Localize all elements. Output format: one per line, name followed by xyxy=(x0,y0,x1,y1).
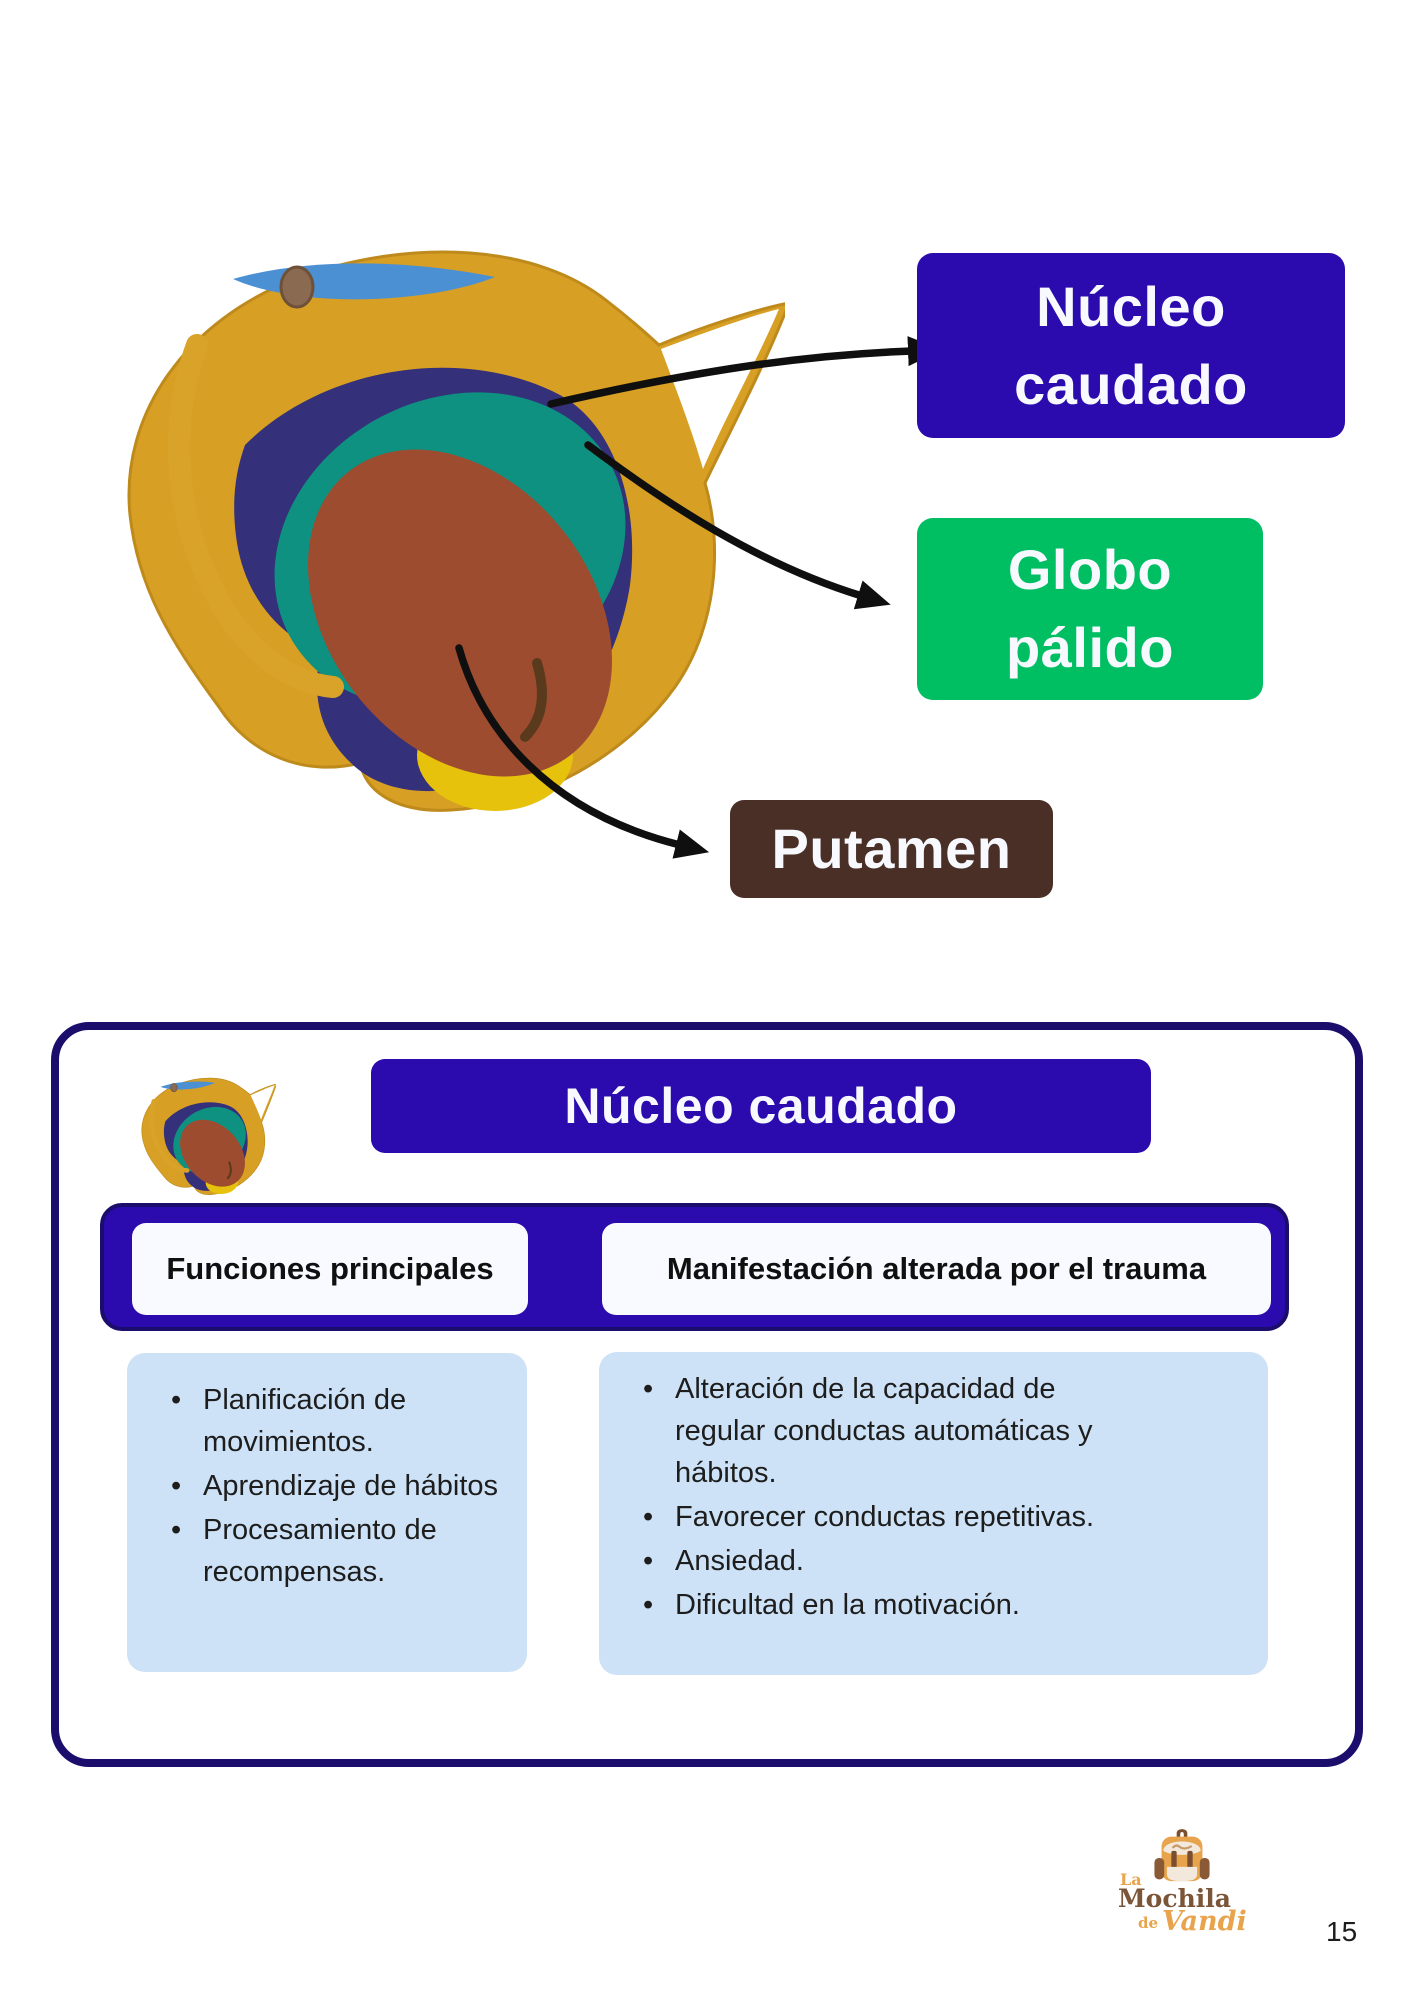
card-title: Núcleo caudado xyxy=(371,1059,1151,1153)
brand-logo xyxy=(1116,1824,1316,1944)
logo-word-vandi: Vandi xyxy=(1162,1906,1247,1937)
logo-word-de: de xyxy=(1138,1914,1159,1932)
label-putamen xyxy=(730,800,1053,898)
label-line: Globo xyxy=(1007,538,1173,601)
bullet-item: • Procesamiento de recompensas. xyxy=(127,1509,517,1593)
bullet-item: • Favorecer conductas repetitivas. xyxy=(599,1496,1148,1538)
basal-ganglia-model-image xyxy=(105,215,785,815)
card-header-bar xyxy=(100,1203,1289,1331)
column-header-funciones: Funciones principales xyxy=(132,1223,528,1315)
label-globo-palido xyxy=(917,518,1263,700)
label-line: Putamen xyxy=(771,817,1012,880)
column-header-manifestacion: Manifestación alterada por el trauma xyxy=(602,1223,1271,1315)
funciones-list xyxy=(127,1379,517,1593)
manifestacion-list xyxy=(599,1368,1148,1626)
backpack-icon xyxy=(1150,1824,1214,1892)
bullet-item: • Ansiedad. xyxy=(599,1540,1148,1582)
info-card xyxy=(51,1022,1363,1767)
bullet-item: • Alteración de la capacidad de regular conductas automáticas y hábitos. xyxy=(599,1368,1148,1494)
funciones-list-box xyxy=(127,1353,527,1672)
bullet-item: • Aprendizaje de hábitos xyxy=(127,1465,517,1507)
logo-word-la: La xyxy=(1120,1870,1142,1889)
label-nucleo-caudado xyxy=(917,253,1345,438)
label-line: pálido xyxy=(1006,616,1174,679)
page-number: 15 xyxy=(1326,1916,1358,1947)
manifestacion-list-box xyxy=(599,1352,1268,1675)
label-line: caudado xyxy=(1014,352,1248,416)
bullet-item: • Dificultad en la motivación. xyxy=(599,1584,1148,1626)
logo-word-mochila: Mochila xyxy=(1118,1884,1231,1913)
label-line: Núcleo xyxy=(1036,274,1226,338)
bullet-item: • Planificación de movimientos. xyxy=(127,1379,517,1463)
model-thumbnail-image xyxy=(133,1065,283,1201)
